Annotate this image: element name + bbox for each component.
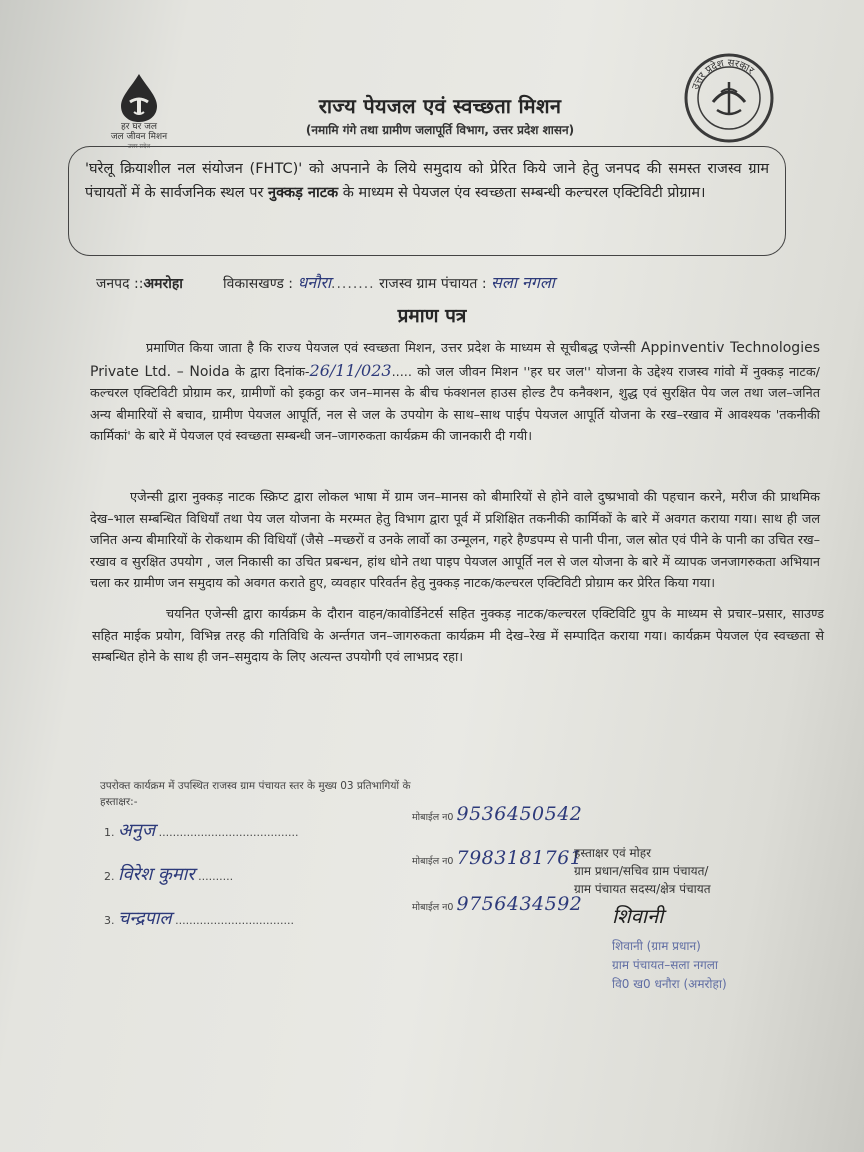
participant-3-mobile — [412, 893, 582, 915]
paragraph-1 — [90, 338, 820, 448]
jal-jeevan-mission-logo — [94, 70, 184, 150]
logo-text-2: जल जीवन मिशन — [110, 132, 168, 142]
participant-1-dots: ........................................ — [158, 826, 299, 839]
page-title: राज्य पेयजल एवं स्वच्छता मिशन — [318, 94, 562, 118]
panchayat-label: राजस्व ग्राम पंचायत : — [379, 276, 487, 292]
panchayat-value: सला नगला — [491, 273, 555, 292]
mobile-label-2: मोबाईल न0 — [412, 856, 454, 867]
participant-2-mobile — [412, 847, 582, 869]
participant-3-number: 3. — [104, 914, 115, 927]
page-subtitle: (नमामि गंगे तथा ग्रामीण जलापूर्ति विभाग, उत्तर प्रदेश शासन) — [305, 123, 575, 137]
participant-1 — [104, 818, 298, 842]
para1-part-c: ..... को जल जीवन मिशन ''हर घर जल'' योजना के उद्देश्य राजस्व गांवो में नुक्कड़ नाटक/कल्चरल एक्टिविटी प्रोग्राम कर, ग्रामीणों को इकट्ठा कर जन–मानस के बीच फंक्शनल हाउस होल्ड टैप कनैक्शन, शुद्ध एवं सुरक्षित पेय जल तथा जल–जनित अन्य बीमारियों से बचाव, ग्रामीण पेयजल आपूर्ति, नल से जल के उपयोग के साथ–साथ पाईप पेयजल आपूर्ति योजना के रख–रखाव में आवश्यक 'तकनीकी कार्मिकां' के बारे में पेयजल एवं स्वच्छता सम्बन्धी जन–जागरुकता कार्यक्रम की जानकारी दी गयी। — [90, 364, 820, 444]
stamp-line-1: शिवानी (ग्राम प्रधान) — [612, 939, 701, 953]
participant-1-name: अनुज — [118, 820, 156, 841]
participants-intro-1: उपरोक्त कार्यक्रम में उपस्थित राजस्व ग्राम पंचायत स्तर के मुख्य 03 प्रतिभागियों के — [100, 780, 411, 792]
official-stamp — [612, 937, 727, 994]
up-government-seal — [683, 52, 775, 144]
block-value: धनौरा — [297, 273, 332, 292]
district-value: अमरोहा — [143, 276, 183, 292]
banner-bold-text: नुक्कड़ नाटक — [268, 185, 339, 201]
seal-text: उत्तर प्रदेश सरकार — [690, 57, 756, 92]
participant-3-name: चन्द्रपाल — [118, 908, 172, 929]
participant-2-mobile-value: 7983181761 — [456, 847, 583, 869]
location-details — [96, 271, 796, 293]
logo-text-3: उत्तर प्रदेश — [127, 143, 151, 150]
participant-1-mobile — [412, 803, 582, 825]
signatory-designation — [574, 844, 711, 898]
block-label: विकासखण्ड : — [222, 276, 293, 292]
signatory-signature: शिवानी — [612, 904, 664, 928]
participant-1-number: 1. — [104, 826, 115, 839]
signatory-line-1: हस्ताक्षर एवं मोहर — [574, 846, 652, 860]
participant-2-name: विरेश कुमार — [118, 864, 195, 885]
participants-intro-2: हस्ताक्षर:- — [100, 796, 138, 808]
participant-2-dots: .......... — [198, 870, 234, 883]
district-label: जनपद :: — [96, 276, 144, 292]
participant-2 — [104, 862, 233, 886]
participant-3 — [104, 906, 294, 930]
agency-name: Appinventiv Technologies Private Ltd. – Noida — [90, 340, 820, 380]
participant-1-mobile-value: 9536450542 — [456, 803, 583, 825]
paragraph-2: एजेन्सी द्वारा नुक्कड़ नाटक स्क्रिप्ट द्वारा लोकल भाषा में ग्राम जन–मानस को बीमारियों से होने वाले दुष्प्रभावो की पहचान करने, मरीज की प्राथमिक देख–भाल सम्बन्धित विधियाँ तथा पेय जल योजना के मरम्मत हेतु विभाग द्वारा पूर्व में प्रशिक्षित तकनीकी कार्मिकों के बारे में अवगत कराया गया। साथ ही जल जनित अन्य बीमारियों के रोकथाम की विधियाँ (जैसे –मच्छरों व उनके लार्वो का उन्मूलन, गहरे हैण्डपम्प से पानी पीना, जल स्रोत एवं पीने के पानी का उचित रख–रखाव व सुरक्षित उपयोग , जल निकासी का उचित प्रबन्धन, हांथ धोने तथा पाइप पेयजल आपूर्ति नल से जल योजना के बारे में व्यापक जनजागरुकता अभियान चला कर ग्रामीण जन समुदाय को अवगत कराते हुए, व्यवहार परिवर्तन हेतु नुक्कड़ नाटक/कल्चरल एक्टिविटी प्रोग्राम कर प्रेरित किया गया। — [90, 490, 820, 591]
signatory-line-3: ग्राम पंचायत सदस्य/क्षेत्र पंचायत — [574, 882, 711, 896]
logo-text-1: हर घर जल — [121, 122, 157, 132]
para1-part-a: प्रमाणित किया जाता है कि राज्य पेयजल एवं स्वच्छता मिशन, उत्तर प्रदेश के माध्यम से सूचीबद्ध एजेन्सी — [146, 341, 641, 356]
water-drop-icon — [94, 70, 184, 122]
program-date: 26/11/023 — [309, 360, 392, 380]
participant-3-dots: .................................. — [175, 914, 295, 927]
signatory-line-2: ग्राम प्रधान/सचिव ग्राम पंचायत/ — [574, 864, 709, 878]
program-banner — [68, 146, 786, 256]
banner-text-2: के माध्यम से पेयजल एंव स्वच्छता सम्बन्धी कल्चरल एक्टिविटी प्रोग्राम। — [338, 185, 706, 201]
banner-text-1: 'घरेलू क्रियाशील नल संयोजन (FHTC)' को अपनाने के लिये समुदाय को प्रेरित किये जाने हेतु जनपद की समस्त राजस्व ग्राम पंचायतों में के सार्वजनिक स्थल पर — [85, 161, 769, 201]
block-dots: ........ — [331, 276, 375, 292]
stamp-line-2: ग्राम पंचायत–सला नगला — [612, 958, 719, 972]
participant-3-mobile-value: 9756434592 — [456, 893, 583, 915]
certificate-title: प्रमाण पत्र — [397, 305, 467, 327]
svg-text:उत्तर प्रदेश सरकार — [690, 58, 756, 91]
mobile-label-1: मोबाईल न0 — [412, 812, 454, 823]
stamp-line-3: वि0 ख0 धनौरा (अमरोहा) — [612, 977, 727, 991]
para1-part-b: के द्वारा दिनांक- — [229, 364, 310, 380]
mobile-label-3: मोबाईल न0 — [412, 902, 454, 913]
paragraph-3: चयनित एजेन्सी द्वारा कार्यक्रम के दौरान वाहन/कावोर्डिनेटर्स सहित नुक्कड़ नाटक/कल्चरल एक्टिविटि ग्रुप के माध्यम से प्रचार–प्रसार, साउण्ड सहित माईक प्रयोग, विभिन्न तरह की गतिविधि के अर्न्तगत जन–जागरुकता कार्यक्रम मी देख–रेख में सम्पादित कराया गया। कार्यक्रम पेयजल एंव स्वच्छता से सम्बन्धित होने के साथ ही जन–समुदाय के लिए अत्यन्त उपयोगी एवं लाभप्रद रहा। — [92, 607, 824, 665]
seal-emblem-icon — [683, 52, 775, 144]
participant-2-number: 2. — [104, 870, 115, 883]
